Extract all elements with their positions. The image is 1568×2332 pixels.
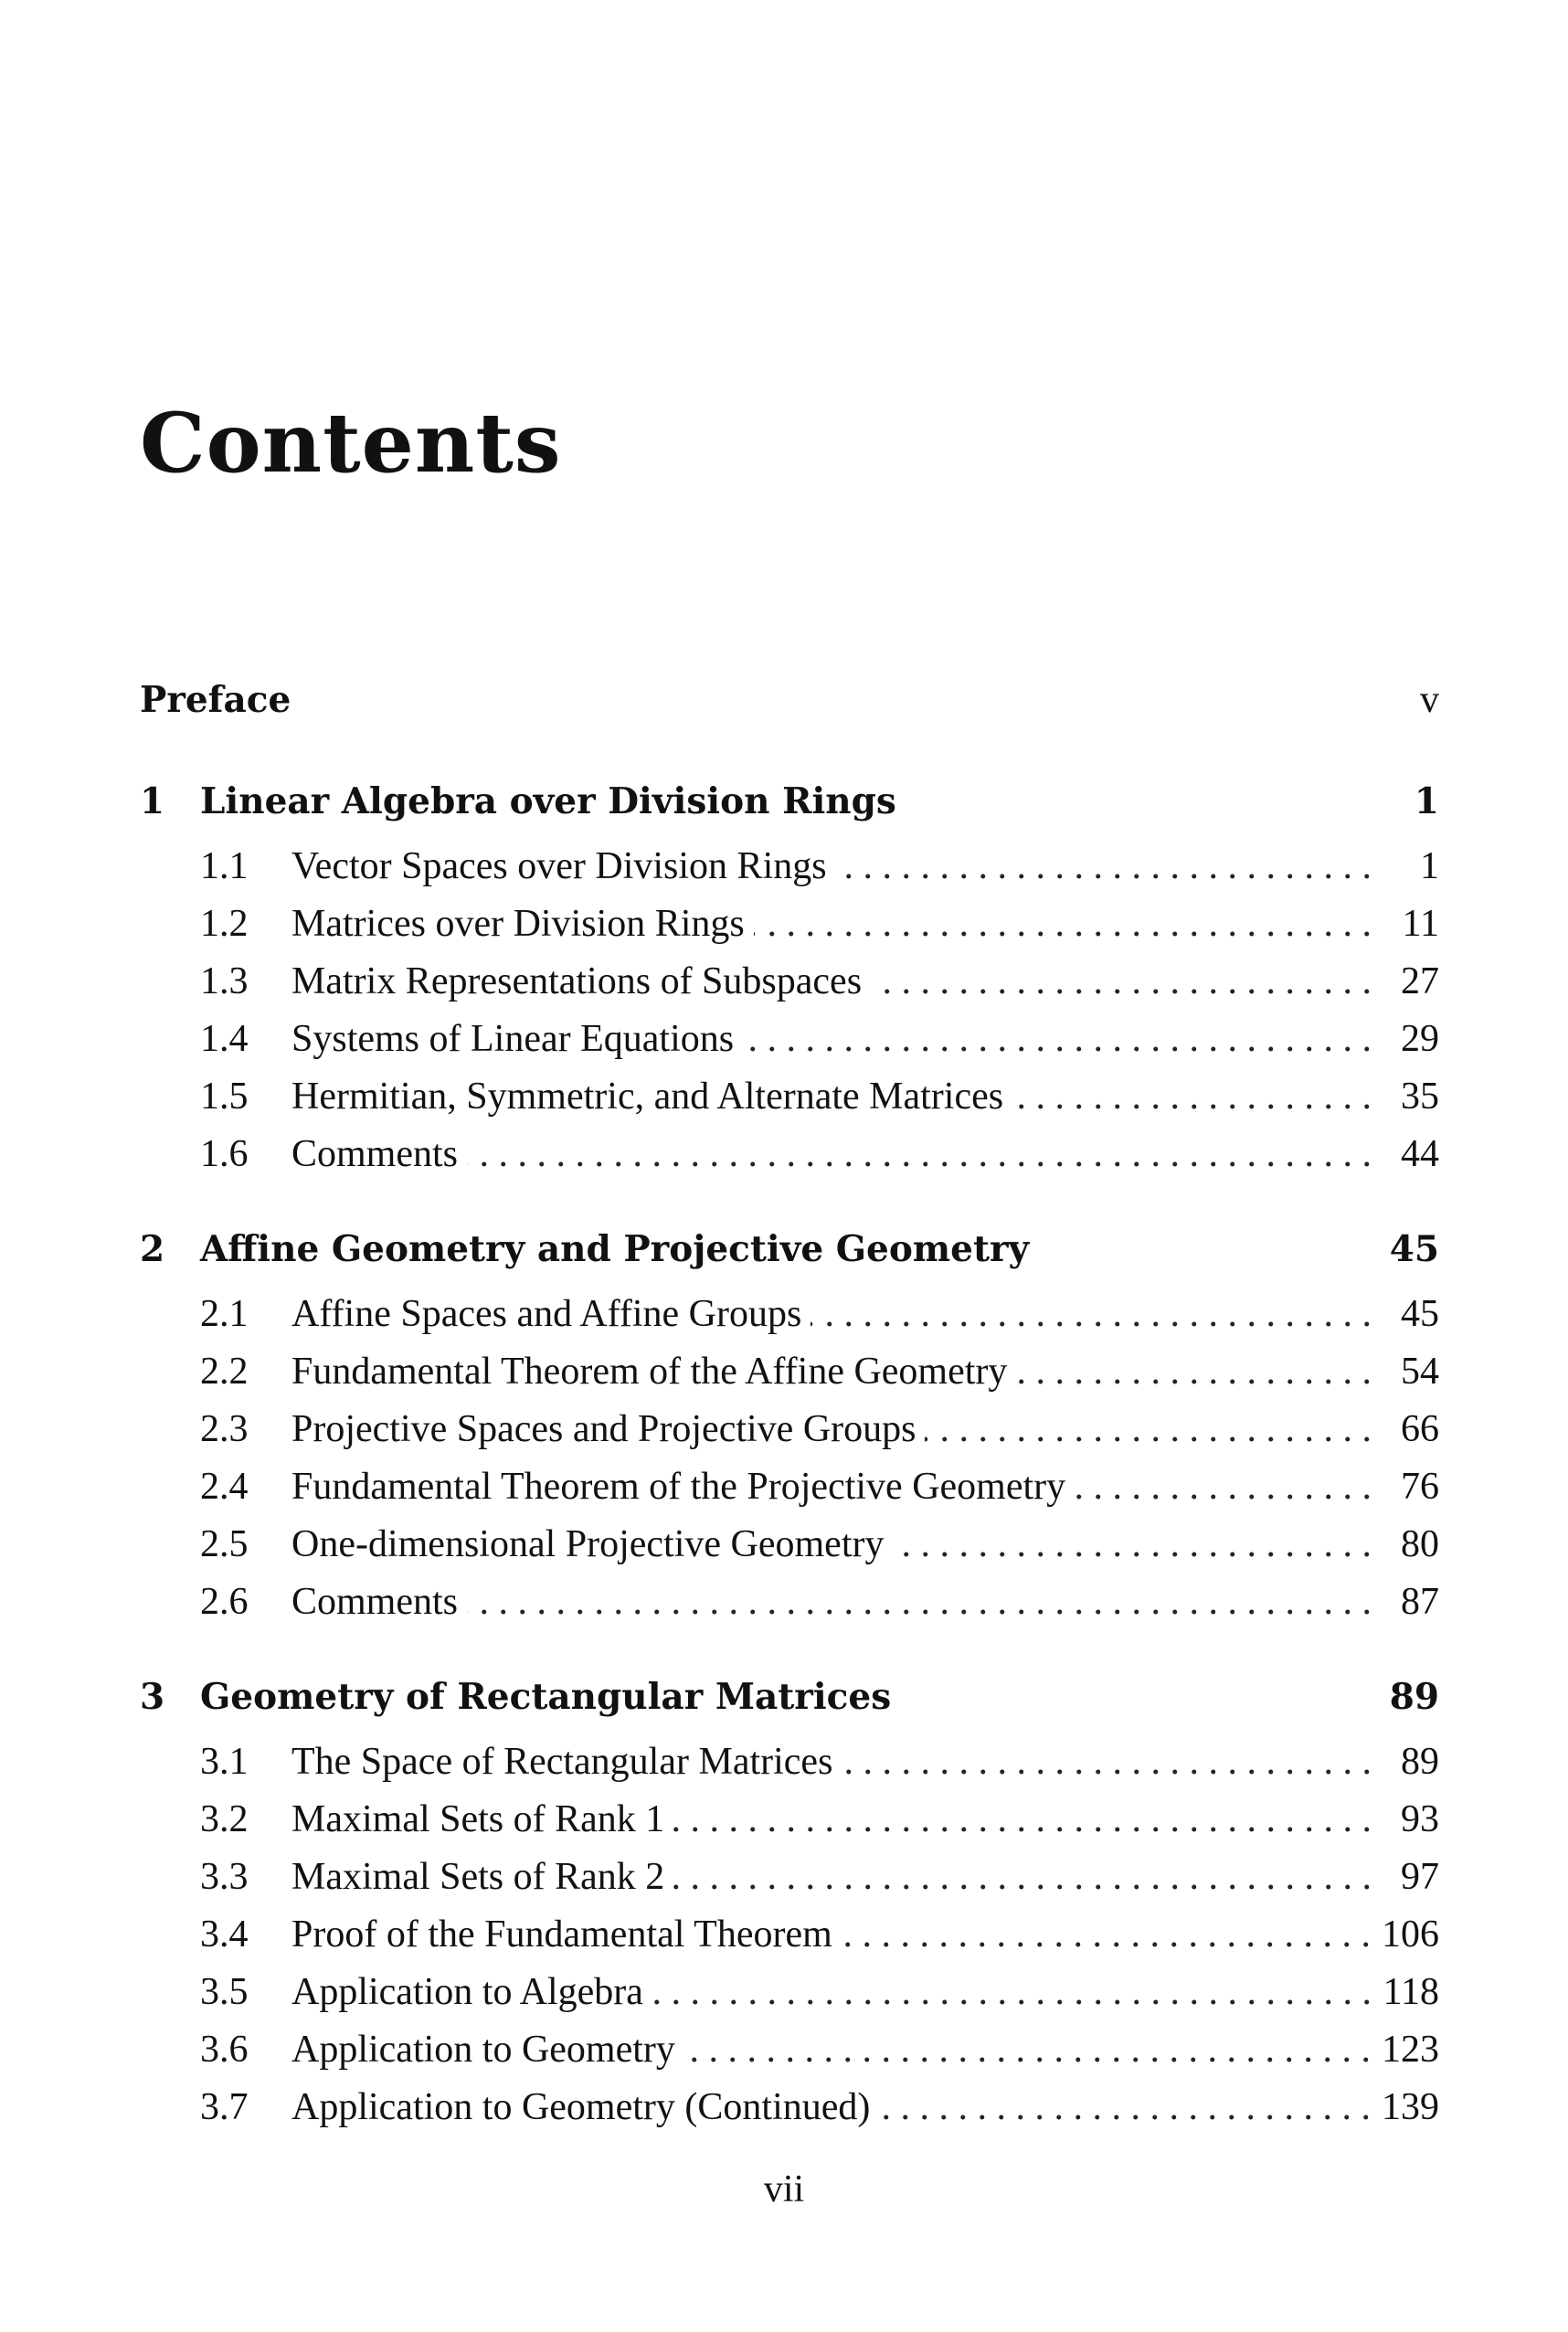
section-page: 27 xyxy=(1401,960,1439,1002)
section-number: 3.5 xyxy=(200,1971,249,2013)
chapter-3 xyxy=(140,1676,1439,2143)
toc-entry-section[interactable] xyxy=(140,1465,1439,1522)
section-number: 2.3 xyxy=(200,1408,249,1450)
section-title: Proof of the Fundamental Theorem xyxy=(291,1913,832,1956)
section-page: 80 xyxy=(1401,1523,1439,1565)
preface-page: v xyxy=(1420,679,1439,721)
section-number: 1.5 xyxy=(200,1076,249,1118)
section-page: 29 xyxy=(1401,1018,1439,1060)
section-number: 2.2 xyxy=(200,1351,249,1393)
dot-leader xyxy=(467,1132,1372,1176)
toc-entry-section[interactable] xyxy=(140,1855,1439,1913)
chapter-title: Linear Algebra over Division Rings xyxy=(200,780,896,822)
toc-entry-section[interactable] xyxy=(140,902,1439,959)
section-title: Application to Algebra xyxy=(291,1971,643,2013)
toc-entry-section[interactable] xyxy=(140,1913,1439,1970)
section-number: 2.4 xyxy=(200,1466,249,1508)
dot-leader xyxy=(893,1522,1372,1566)
toc-entry-section[interactable] xyxy=(140,1580,1439,1638)
section-number: 1.4 xyxy=(200,1018,249,1060)
dot-leader xyxy=(810,1292,1372,1336)
section-title: Projective Spaces and Projective Groups xyxy=(291,1408,916,1450)
section-title: Systems of Linear Equations xyxy=(291,1018,735,1060)
section-number: 3.2 xyxy=(200,1798,249,1840)
section-page: 123 xyxy=(1382,2029,1439,2071)
dot-leader xyxy=(842,1740,1372,1784)
section-number: 1.2 xyxy=(200,903,249,945)
section-title: One-dimensional Projective Geometry xyxy=(291,1523,885,1565)
toc-entry-preface[interactable] xyxy=(140,678,1439,742)
dot-leader xyxy=(743,1017,1372,1061)
section-title: Vector Spaces over Division Rings xyxy=(291,845,827,887)
toc-entry-section[interactable] xyxy=(140,1740,1439,1797)
dot-leader xyxy=(879,2085,1371,2129)
section-title: Maximal Sets of Rank 1 xyxy=(291,1798,665,1840)
dot-leader xyxy=(673,1855,1372,1899)
dot-leader xyxy=(652,1970,1372,2014)
chapter-page: 1 xyxy=(1414,780,1439,822)
section-number: 3.6 xyxy=(200,2029,249,2071)
section-title: Fundamental Theorem of the Affine Geometry xyxy=(291,1351,1008,1393)
dot-leader xyxy=(754,902,1372,946)
chapter-page: 89 xyxy=(1389,1676,1439,1718)
toc-entry-section[interactable] xyxy=(140,1017,1439,1075)
section-title: Comments xyxy=(291,1133,459,1175)
section-title: Affine Spaces and Affine Groups xyxy=(291,1293,802,1335)
section-page: 35 xyxy=(1401,1076,1439,1118)
section-number: 2.6 xyxy=(200,1581,249,1623)
chapter-title: Geometry of Rectangular Matrices xyxy=(200,1676,892,1718)
section-number: 3.3 xyxy=(200,1856,249,1898)
chapter-1 xyxy=(140,780,1439,1190)
section-number: 2.5 xyxy=(200,1523,249,1565)
section-number: 1.1 xyxy=(200,845,249,887)
toc-entry-chapter[interactable] xyxy=(140,1676,1439,1740)
chapter-number: 1 xyxy=(140,780,165,822)
page-number: vii xyxy=(763,2168,805,2210)
dot-leader xyxy=(925,1407,1372,1451)
dot-leader xyxy=(1016,1350,1372,1394)
section-title: Matrices over Division Rings xyxy=(291,903,745,945)
section-title: Application to Geometry (Continued) xyxy=(291,2086,871,2128)
table-of-contents xyxy=(140,678,1439,2143)
section-page: 44 xyxy=(1401,1133,1439,1175)
toc-entry-section[interactable] xyxy=(140,1970,1439,2028)
toc-entry-section[interactable] xyxy=(140,959,1439,1017)
section-title: Application to Geometry xyxy=(291,2029,675,2071)
section-title: Matrix Representations of Subspaces xyxy=(291,960,863,1002)
toc-entry-section[interactable] xyxy=(140,2028,1439,2085)
chapter-number: 3 xyxy=(140,1676,165,1718)
section-title: Fundamental Theorem of the Projective Geometry xyxy=(291,1466,1066,1508)
section-page: 89 xyxy=(1401,1741,1439,1783)
dot-leader xyxy=(673,1797,1372,1841)
toc-entry-section[interactable] xyxy=(140,2085,1439,2143)
dot-leader xyxy=(871,959,1372,1003)
dot-leader xyxy=(1012,1075,1372,1118)
section-page: 93 xyxy=(1401,1798,1439,1840)
section-number: 3.1 xyxy=(200,1741,249,1783)
section-page: 87 xyxy=(1401,1581,1439,1623)
preface-label: Preface xyxy=(140,679,291,721)
dot-leader xyxy=(684,2028,1371,2072)
toc-entry-section[interactable] xyxy=(140,1132,1439,1190)
toc-entry-chapter[interactable] xyxy=(140,1228,1439,1292)
section-number: 1.3 xyxy=(200,960,249,1002)
toc-entry-section[interactable] xyxy=(140,844,1439,902)
toc-entry-section[interactable] xyxy=(140,1350,1439,1407)
section-page: 11 xyxy=(1402,903,1439,945)
section-number: 2.1 xyxy=(200,1293,249,1335)
section-page: 76 xyxy=(1401,1466,1439,1508)
dot-leader xyxy=(1075,1465,1372,1509)
section-page: 139 xyxy=(1382,2086,1439,2128)
section-title: Maximal Sets of Rank 2 xyxy=(291,1856,665,1898)
chapter-title: Affine Geometry and Projective Geometry xyxy=(200,1228,1030,1270)
section-title: Comments xyxy=(291,1581,459,1623)
toc-entry-section[interactable] xyxy=(140,1075,1439,1132)
dot-leader xyxy=(836,844,1372,888)
chapter-2 xyxy=(140,1228,1439,1638)
section-page: 54 xyxy=(1401,1351,1439,1393)
dot-leader xyxy=(842,1913,1371,1956)
toc-entry-section[interactable] xyxy=(140,1407,1439,1465)
toc-entry-section[interactable] xyxy=(140,1797,1439,1855)
dot-leader xyxy=(467,1580,1372,1624)
section-page: 1 xyxy=(1420,845,1439,887)
section-page: 118 xyxy=(1383,1971,1439,2013)
section-title: The Space of Rectangular Matrices xyxy=(291,1741,833,1783)
toc-entry-chapter[interactable] xyxy=(140,780,1439,844)
chapter-page: 45 xyxy=(1389,1228,1439,1270)
section-page: 66 xyxy=(1401,1408,1439,1450)
toc-entry-section[interactable] xyxy=(140,1522,1439,1580)
toc-entry-section[interactable] xyxy=(140,1292,1439,1350)
section-page: 97 xyxy=(1401,1856,1439,1898)
section-page: 106 xyxy=(1382,1913,1439,1956)
chapter-number: 2 xyxy=(140,1228,165,1270)
section-number: 3.7 xyxy=(200,2086,249,2128)
section-number: 1.6 xyxy=(200,1133,249,1175)
section-title: Hermitian, Symmetric, and Alternate Matrices xyxy=(291,1076,1004,1118)
section-page: 45 xyxy=(1401,1293,1439,1335)
page-title: Contents xyxy=(140,395,562,492)
section-number: 3.4 xyxy=(200,1913,249,1956)
